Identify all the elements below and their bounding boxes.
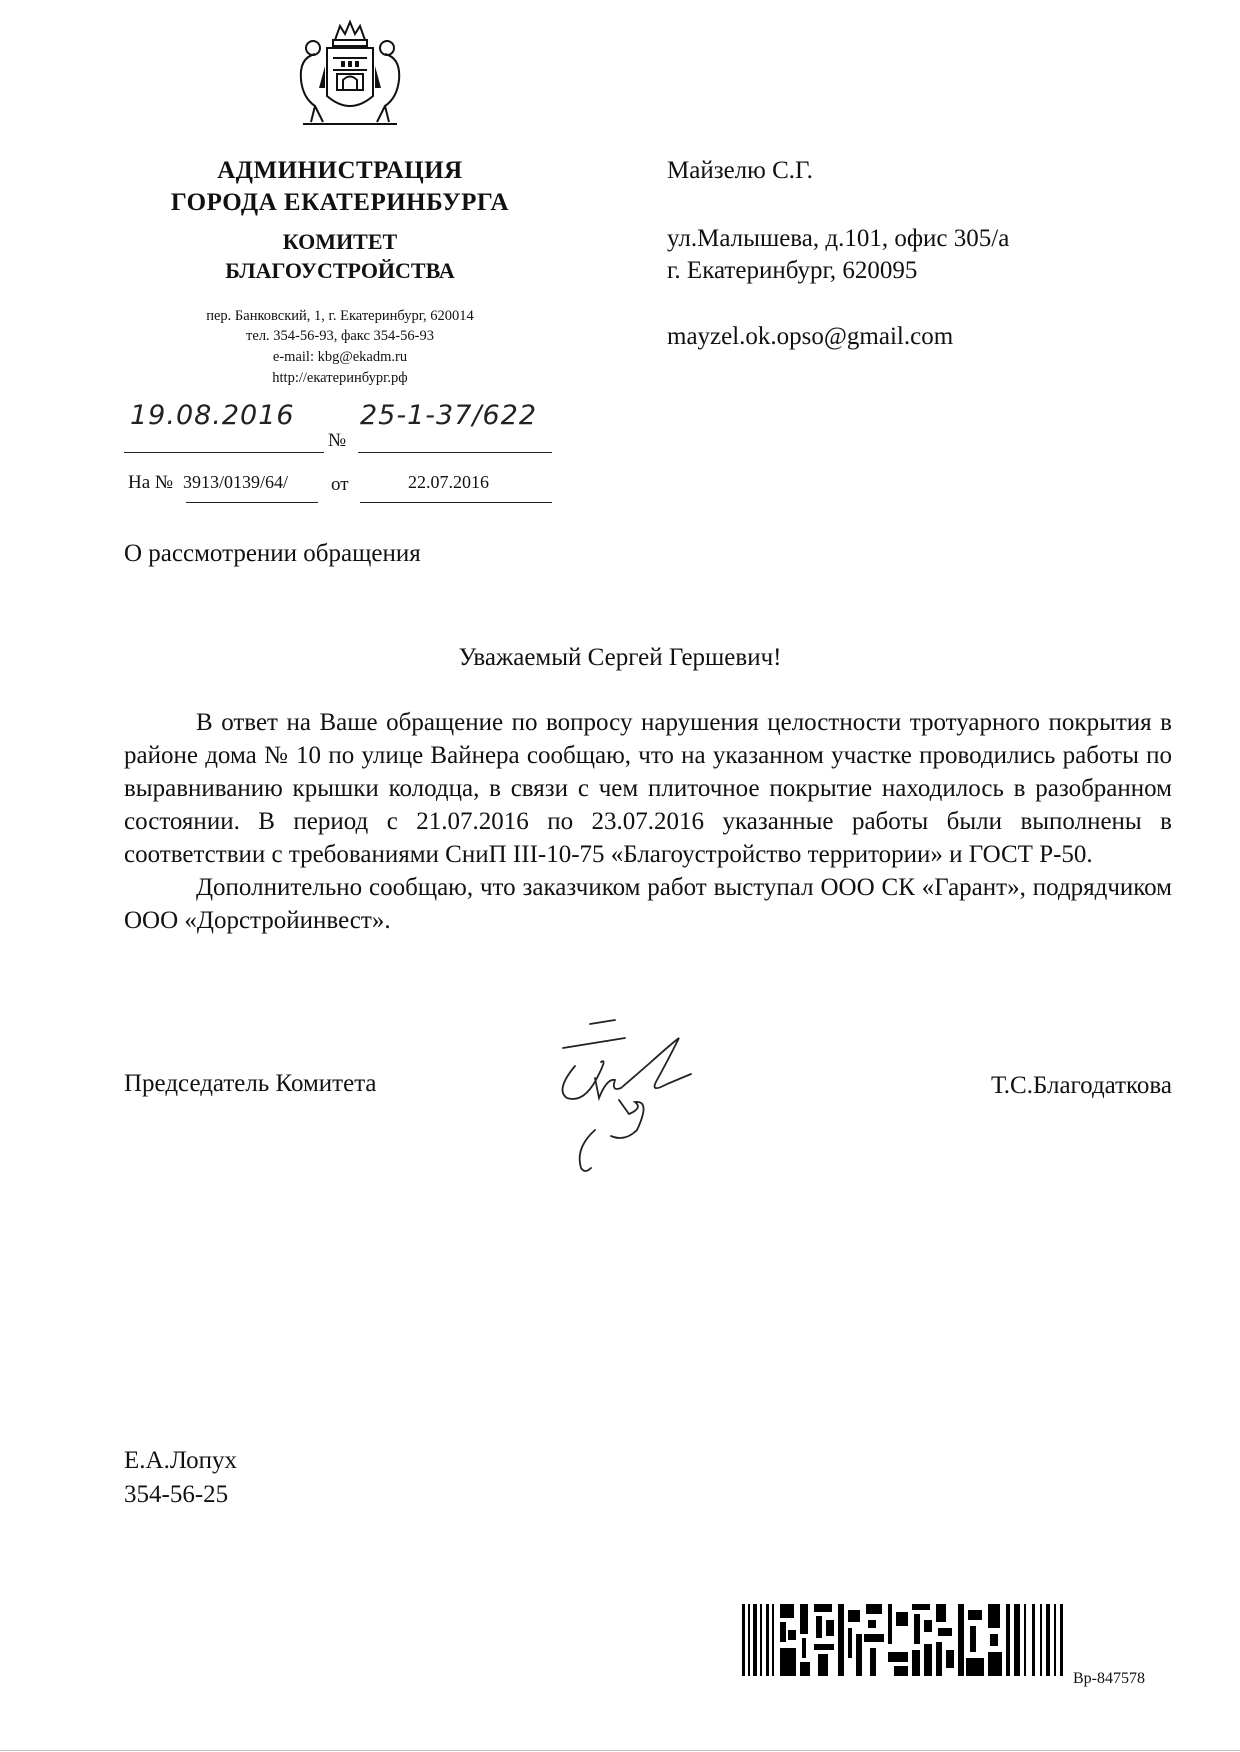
reference-date: 22.07.2016 <box>408 472 489 492</box>
signatory-title: Председатель Комитета <box>124 1070 377 1097</box>
dept-name-line2: БЛАГОУСТРОЙСТВА <box>225 258 455 283</box>
outgoing-number: 25-1-37/622 <box>360 400 538 431</box>
reference-number: 3913/0139/64/ <box>183 472 289 492</box>
body-paragraph-2: Дополнительно сообщаю, что заказчиком работ выступал ООО СК «Гарант», подрядчиком ООО «Дорстройинвест». <box>124 874 1172 934</box>
org-website: http://екатеринбург.рф <box>272 370 408 386</box>
org-email: e-mail: kbg@ekadm.ru <box>272 349 408 365</box>
handwritten-signature-icon <box>555 1018 735 1188</box>
reference-number-underline <box>186 502 318 503</box>
body-paragraph-1: В ответ на Ваше обращение по вопросу нарушения целостности тротуарного покрытия в районе дома № 10 по улице Вайнера сообщаю, что на указанном участке проводились работы по выравниванию крышки колодца, в связи с чем плиточное покрытие находилось в разобранном состоянии. В период с 21.07.2016 по 23.07.2016 указанные работы были выполнены в соответствии с требованиями СниП III-10-75 «Благоустройство территории» и ГОСТ Р-50. <box>124 709 1172 868</box>
letter-body <box>124 706 1172 937</box>
org-address: пер. Банковский, 1, г. Екатеринбург, 620014 <box>206 308 474 324</box>
barcode-icon <box>742 1604 1068 1676</box>
outgoing-date: 19.08.2016 <box>130 400 295 431</box>
recipient-street: ул.Малышева, д.101, офис 305/а <box>667 225 1010 252</box>
org-name-line1: АДМИНИСТРАЦИЯ <box>217 157 463 184</box>
org-name-line2: ГОРОДА ЕКАТЕРИНБУРГА <box>170 189 510 216</box>
executor-name: Е.А.Лопух <box>124 1447 238 1474</box>
letter-greeting: Уважаемый Сергей Гершевич! <box>458 644 782 671</box>
outgoing-number-underline <box>358 452 552 453</box>
reference-label: На № <box>128 472 174 493</box>
executor-phone: 354-56-25 <box>124 1481 229 1508</box>
recipient-email: mayzel.ok.opso@gmail.com <box>667 323 954 350</box>
org-phone: тел. 354-56-93, факс 354-56-93 <box>246 328 434 344</box>
reference-date-underline <box>360 502 552 503</box>
signatory-name: Т.С.Благодаткова <box>991 1072 1172 1099</box>
page-bottom-rule <box>0 1750 1240 1751</box>
letter-subject: О рассмотрении обращения <box>124 540 421 567</box>
executor-block <box>124 1444 237 1512</box>
dept-name-line1: КОМИТЕТ <box>282 229 398 254</box>
city-coat-of-arms-icon <box>285 18 415 133</box>
reference-from-label: от <box>331 474 349 495</box>
recipient-city: г. Екатеринбург, 620095 <box>667 257 918 284</box>
recipient-name: Майзелю С.Г. <box>667 157 813 184</box>
outgoing-number-label: № <box>328 430 347 451</box>
barcode-id: Вр-847578 <box>1073 1670 1145 1687</box>
outgoing-date-underline <box>124 452 324 453</box>
